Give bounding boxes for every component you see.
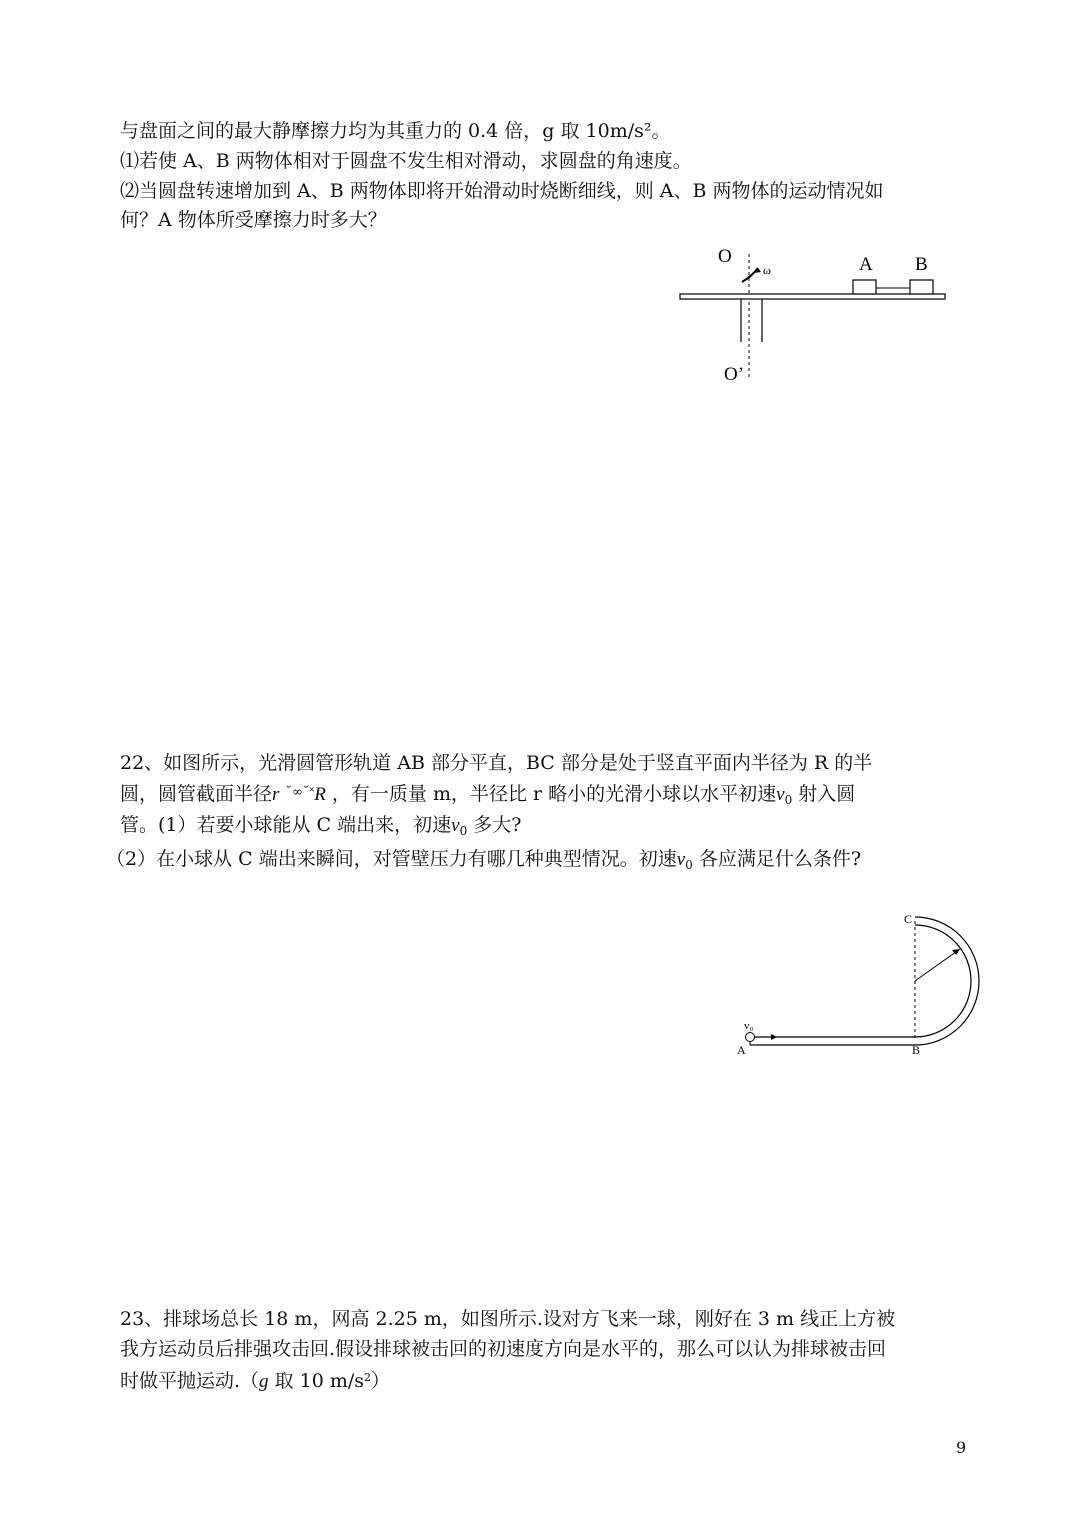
tube-outer	[750, 917, 979, 1045]
label-a: A	[859, 254, 873, 275]
label-v0: v₀	[744, 1020, 754, 1032]
q22-line-2-text-b: ，有一质量 m，半径比 r 略小的光滑小球以水平初速	[331, 783, 777, 805]
q22-line-2-text-c: 射入圆	[798, 783, 856, 805]
label-b: B	[915, 254, 928, 275]
q22-line-4	[106, 846, 861, 878]
q21-line-3: ⑵当圆盘转速增加到 A、B 两物体即将开始滑动时烧断细线，则 A、B 两物体的运动情况如	[120, 180, 884, 202]
q21-line-1: 与盘面之间的最大静摩擦力均为其重力的 0.4 倍，g 取 10m/s²。	[120, 120, 671, 142]
symbol-v-sub: 0	[685, 858, 693, 872]
symbol-g: g	[259, 1371, 269, 1392]
symbol-R: R	[314, 784, 326, 805]
rotation-arrow	[742, 268, 758, 282]
symbol-v: v	[676, 849, 686, 870]
ball	[746, 1033, 755, 1042]
q23-line-3-text-b: 取 10 m/s	[268, 1370, 365, 1392]
radius-arrow	[915, 949, 960, 981]
q21-line-2: ⑴若使 A、B 两物体相对于圆盘不发生相对滑动，求圆盘的角速度。	[120, 150, 692, 172]
label-c: C	[904, 912, 913, 926]
q21-line-4: 何？A 物体所受摩擦力时多大？	[120, 209, 387, 231]
symbol-r: r	[272, 784, 280, 805]
label-o: O	[718, 246, 732, 267]
q22-line-1: 22、如图所示，光滑圆管形轨道 AB 部分平直，BC 部分是处于竖直平面内半径为 R 的半	[120, 752, 873, 774]
unit-superscript: 2	[364, 1371, 372, 1384]
symbol-v: v	[776, 784, 785, 805]
q23-line-1: 23、排球场总长 18 m，网高 2.25 m，如图所示.设对方飞来一球，刚好在 3 m 线正上方被	[120, 1308, 896, 1330]
q23-line-2: 我方运动员后排强攻击回.假设排球被击回的初速度方向是水平的，那么可以认为排球被击回	[120, 1338, 887, 1360]
tube-inner	[750, 925, 971, 1037]
q22-line-3	[120, 812, 521, 844]
q22-line-2	[120, 780, 855, 813]
q22-line-3-text-a: 管。(1）若要小球能从 C 端出来，初速	[120, 814, 452, 836]
symbol-v-sub: 0	[459, 824, 468, 838]
label-o-prime: O’	[724, 364, 745, 385]
q22-line-4-text-b: 各应满足什么条件?	[698, 848, 862, 870]
symbol-v: v	[451, 815, 460, 836]
label-omega: ω	[763, 263, 771, 277]
symbol-v-sub: 0	[784, 793, 793, 807]
block-b	[910, 280, 933, 294]
label-b: B	[912, 1043, 921, 1057]
block-a	[853, 280, 876, 294]
q23-line-3-text-c: ）	[371, 1370, 391, 1392]
symbol-much-less: ˘∞˘˟	[285, 785, 315, 800]
q21-disc-figure	[670, 240, 960, 394]
disc	[680, 294, 945, 299]
q22-tube-figure	[730, 905, 990, 1064]
q23-line-3-text-a: 时做平抛运动.（	[120, 1370, 260, 1392]
q22-line-2-text-a: 圆，圆管截面半径	[120, 783, 273, 805]
page-number: 9	[956, 1438, 967, 1457]
label-a: A	[737, 1043, 746, 1057]
q23-line-3	[120, 1365, 390, 1395]
q22-line-4-text-a: （2）在小球从 C 端出来瞬间，对管壁压力有哪几种典型情况。初速	[106, 848, 677, 870]
q22-line-3-text-b: 多大?	[473, 814, 522, 836]
